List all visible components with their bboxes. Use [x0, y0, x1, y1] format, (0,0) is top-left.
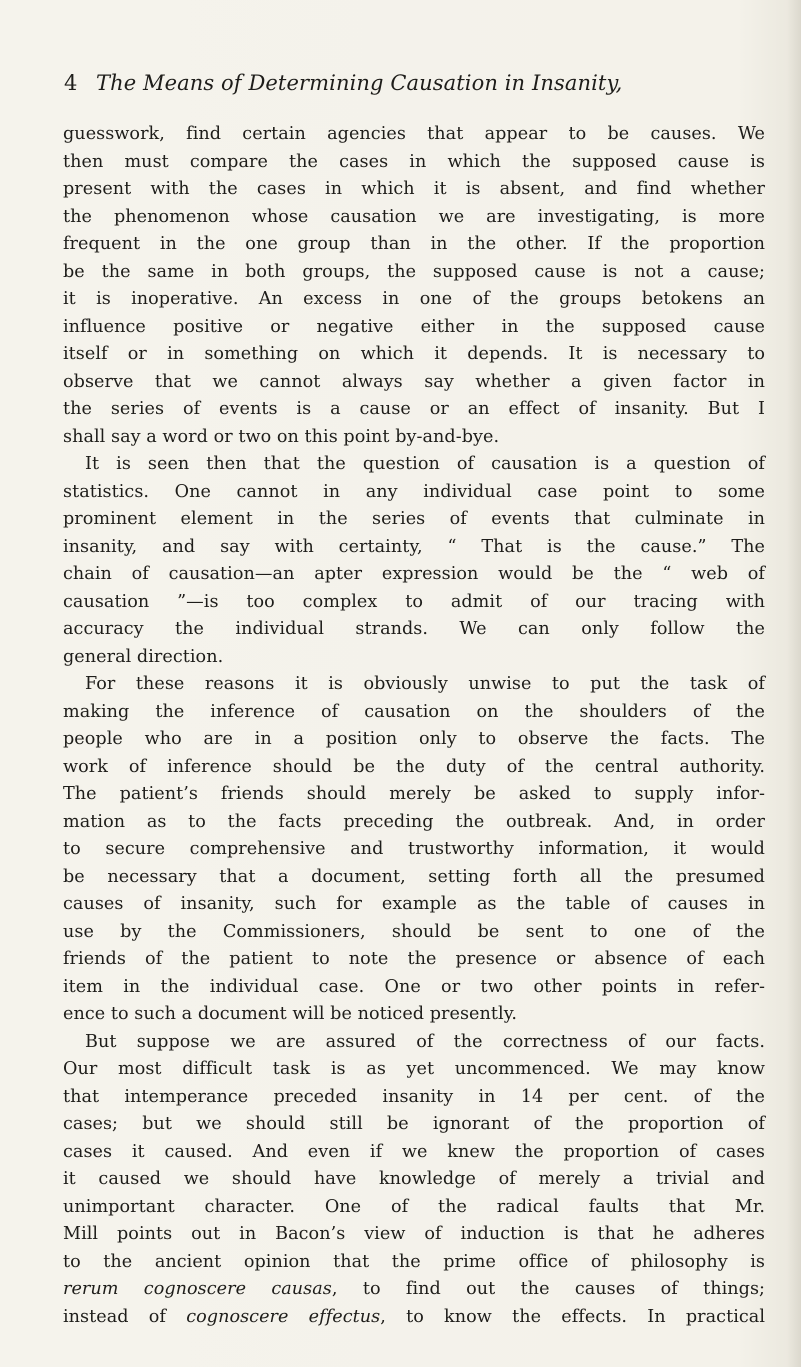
page-number: 4: [64, 71, 78, 95]
text-line-19: accuracy the individual strands. We can only follow the: [63, 619, 765, 639]
text-line-36: that intemperance preceded insanity in 14 per cent. of the: [63, 1086, 765, 1107]
text-line-38: cases it caused. And even if we knew the proportion of cases: [63, 1141, 765, 1162]
text-line-1: guesswork, find certain agencies that appear to be causes. We: [63, 124, 765, 144]
text-line-26: mation as to the facts preceding the outbreak. And, in order: [63, 811, 765, 832]
latin-phrase-rerum-cognoscere-causas: rerum cognoscere causas: [63, 1279, 332, 1299]
text-line-44-with-latin: instead of cognoscere effectus, to know the effects. In practical: [63, 1306, 766, 1327]
text-line-7: it is inoperative. An excess in one of the groups betokens an: [63, 289, 765, 309]
paragraph-3-line-1: For these reasons it is obviously unwise to put the task of: [85, 674, 765, 694]
text-line-28: be necessary that a document, setting forth all the presumed: [63, 866, 765, 887]
latin-phrase-cognoscere-effectus: cognoscere effectus: [186, 1306, 381, 1327]
running-head: [64, 68, 764, 98]
text-line-17: chain of causation—an apter expression would be the “ web of: [63, 564, 765, 584]
text-line-35: Our most difficult task is as yet uncommenced. We may know: [63, 1059, 765, 1079]
text-line-10: observe that we cannot always say whether a given factor in: [63, 371, 765, 392]
text-line-32: item in the individual case. One or two other points in refer-: [63, 976, 765, 997]
text-line-9: itself or in something on which it depends. It is necessary to: [63, 344, 765, 364]
text-line-29: causes of insanity, such for example as the table of causes in: [63, 894, 765, 914]
text-line-12: shall say a word or two on this point by-and-bye.: [63, 426, 500, 447]
text-line-30: use by the Commissioners, should be sent to one of the: [63, 921, 765, 942]
page-edge-shadow: [787, 0, 801, 1367]
paragraph-2-line-1: It is seen then that the question of causation is a question of: [85, 454, 765, 474]
text-line-43-rest: to find out the causes of things;: [362, 1279, 765, 1299]
text-line-40: unimportant character. One of the radical faults that Mr.: [63, 1196, 765, 1217]
text-line-2: then must compare the cases in which the supposed cause is: [63, 151, 765, 172]
text-line-5: frequent in the one group than in the other. If the proportion: [63, 234, 765, 254]
text-line-33: ence to such a document will be noticed presently.: [63, 1004, 517, 1024]
text-line-15: prominent element in the series of events that culminate in: [63, 509, 765, 529]
text-line-44-lead: instead of: [63, 1306, 166, 1327]
text-line-8: influence positive or negative either in the supposed cause: [63, 316, 765, 337]
text-line-37: cases; but we should still be ignorant of the proportion of: [63, 1114, 765, 1134]
text-line-24: work of inference should be the duty of the central authority.: [63, 756, 765, 777]
text-line-41: Mill points out in Bacon’s view of induction is that he adheres: [63, 1224, 765, 1244]
text-line-27: to secure comprehensive and trustworthy information, it would: [63, 839, 765, 859]
text-line-16: insanity, and say with certainty, “ That is the cause.” The: [63, 536, 765, 557]
paragraph-4-line-1: But suppose we are assured of the correctness of our facts.: [85, 1031, 765, 1052]
text-line-18: causation ”—is too complex to admit of our tracing with: [63, 591, 765, 612]
text-line-25: The patient’s friends should merely be asked to supply infor-: [63, 784, 765, 804]
text-line-39: it caused we should have knowledge of merely a trivial and: [63, 1169, 765, 1189]
body-text: [63, 121, 765, 1331]
text-line-4: the phenomenon whose causation we are investigating, is more: [63, 206, 765, 227]
text-line-3: present with the cases in which it is absent, and find whether: [63, 179, 765, 199]
text-line-20: general direction.: [63, 646, 224, 667]
text-line-42: to the ancient opinion that the prime office of philosophy is: [63, 1251, 765, 1272]
text-line-23: people who are in a position only to observe the facts. The: [63, 729, 765, 749]
text-line-14: statistics. One cannot in any individual case point to some: [63, 481, 765, 502]
text-line-43-with-latin: rerum cognoscere causas, to find out the causes of things;: [63, 1279, 765, 1299]
text-line-22: making the inference of causation on the shoulders of the: [63, 701, 765, 722]
running-title: The Means of Determining Causation in Insanity,: [96, 71, 623, 95]
text-line-11: the series of events is a cause or an effect of insanity. But I: [63, 399, 765, 419]
text-line-44-rest: to know the effects. In practical: [406, 1306, 766, 1327]
text-line-6: be the same in both groups, the supposed cause is not a cause;: [63, 261, 765, 282]
text-line-31: friends of the patient to note the presence or absence of each: [63, 949, 765, 969]
